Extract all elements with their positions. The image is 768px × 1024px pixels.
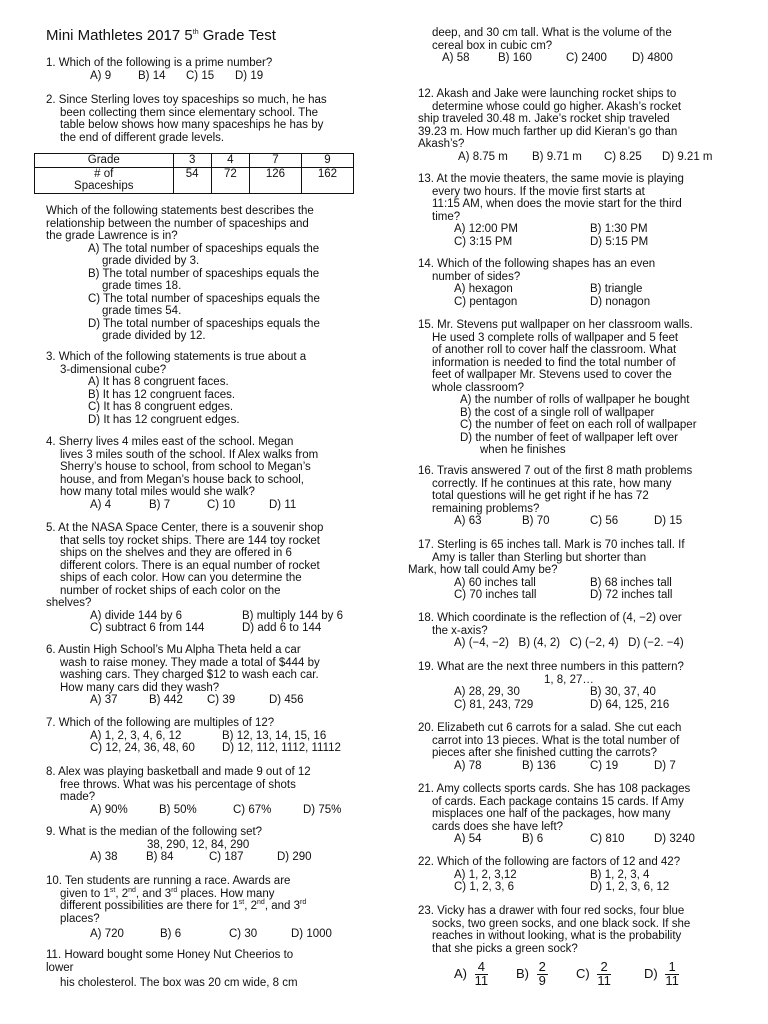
question-text-line: 11. Howard bought some Honey Nut Cheerios to xyxy=(46,949,294,961)
question-20 xyxy=(408,722,738,772)
option-a: A) 8.75 m xyxy=(458,150,508,163)
option-b: B) 1, 2, 3, 4 xyxy=(590,868,650,881)
question-text-line: misplaces one half of the packages, how many xyxy=(432,808,671,820)
question-text-line xyxy=(36,888,366,901)
option-a: A) 54 xyxy=(454,833,482,845)
option-d: D) 64, 125, 216 xyxy=(590,698,670,711)
question-16-options xyxy=(408,515,738,528)
question-text-line: made? xyxy=(60,791,96,803)
option-c: C) 810 xyxy=(590,833,625,845)
question-text-line: correctly. If he continues at this rate, how many xyxy=(432,477,672,490)
question-text-line: reaches in without looking, what is the probability xyxy=(432,930,682,942)
option-d: D) 11 xyxy=(269,498,297,511)
test-title: Mini Mathletes 2017 5th Grade Test xyxy=(46,27,276,44)
fraction xyxy=(597,961,611,987)
question-text-line: 3-dimensional cube? xyxy=(60,363,167,376)
question-19 xyxy=(408,661,738,711)
option-c: C) 12, 24, 36, 48, 60 xyxy=(90,742,195,754)
question-17-options xyxy=(408,577,738,590)
question-5-options xyxy=(36,622,366,635)
question-text-line: house, and from Megan’s house back to school, xyxy=(60,473,304,486)
option-d: D) 15 xyxy=(654,515,683,527)
option-b: B) 160 xyxy=(498,52,532,64)
question-10 xyxy=(36,875,366,941)
question-8-options xyxy=(36,804,366,817)
question-text-line xyxy=(36,900,366,913)
row-label: Spaceships xyxy=(74,180,134,192)
option-a: A) 60 inches tall xyxy=(454,576,536,589)
question-text-line: ships on the shelves and they are offered in 6 xyxy=(60,547,292,559)
option-b: B) 9.71 m xyxy=(532,150,582,163)
option-a: A) 12:00 PM xyxy=(454,223,518,235)
table-cell xyxy=(35,167,174,193)
option-d: D) add 6 to 144 xyxy=(242,622,322,634)
text-run: , and 3 xyxy=(264,900,300,912)
option-d: D) 19 xyxy=(235,69,264,82)
ordinal: rd xyxy=(300,899,307,907)
question-21 xyxy=(408,783,738,846)
question-text-line: 14. Which of the following shapes has an even xyxy=(418,258,656,270)
option-b: B) It has 12 congruent faces. xyxy=(88,388,236,401)
question-text-line: of another roll to cover half the classroom. What xyxy=(432,344,677,356)
option-d: D) 5:15 PM xyxy=(590,235,649,248)
fraction xyxy=(475,961,489,987)
text-run: , 2 xyxy=(115,887,129,900)
question-text-line: How many cars did they wash? xyxy=(60,681,220,694)
question-text-line: feet of wallpaper Mr. Stevens used to cover the xyxy=(432,369,672,381)
ordinal: st xyxy=(109,886,116,894)
question-5-options xyxy=(36,610,366,623)
question-text-line: every two hours. If the movie first starts at xyxy=(432,185,645,198)
option-d: D) 75% xyxy=(303,803,342,816)
option-b-cont: grade times 18. xyxy=(102,280,182,292)
option-b: B) 14 xyxy=(138,69,166,82)
option-c: C) 2400 xyxy=(566,52,607,64)
question-text-line: shelves? xyxy=(46,597,92,609)
question-11-cont xyxy=(408,27,738,65)
question-5 xyxy=(36,522,366,635)
option-c: C) 70 inches tall xyxy=(454,589,537,601)
option-c: C) 10 xyxy=(207,498,236,511)
question-1-text: 1. Which of the following is a prime number? xyxy=(46,57,273,69)
question-text-line: carrot into 13 pieces. What is the total number of xyxy=(432,734,680,747)
question-text-line: number of rocket ships of each color on the xyxy=(60,584,281,597)
numerator: 4 xyxy=(475,961,489,975)
question-text-line: that she picks a green sock? xyxy=(432,942,578,955)
numerator: 2 xyxy=(538,959,546,974)
option-a: A) 4 xyxy=(90,498,112,511)
option-d: D) 290 xyxy=(277,851,312,863)
question-text-line: 11:15 AM, when does the movie start for the third xyxy=(432,198,682,210)
option-b: B) 1:30 PM xyxy=(590,223,648,235)
question-18 xyxy=(408,612,738,650)
question-7-options xyxy=(36,742,366,755)
text-run: given to 1 xyxy=(60,887,110,900)
option-d: D) It has 12 congruent edges. xyxy=(88,413,240,426)
ordinal: nd xyxy=(128,886,136,894)
denominator: 9 xyxy=(538,972,546,988)
table-row xyxy=(35,167,354,193)
option-b: B) The total number of spaceships equals the xyxy=(88,267,320,280)
number-pattern: 1, 8, 27… xyxy=(544,673,594,686)
question-text-line: 13. At the movie theaters, the same movie is playing xyxy=(418,173,684,185)
question-text-line: relationship between the number of spaceships and xyxy=(46,217,309,230)
question-20-options xyxy=(408,760,738,773)
question-13-options xyxy=(408,236,738,249)
option-b: B) the cost of a single roll of wallpaper xyxy=(460,406,655,419)
question-text-line: whole classroom? xyxy=(432,381,525,394)
option-b: B) triangle xyxy=(590,283,643,295)
option-c: C) 19 xyxy=(590,759,619,772)
option-c: C) the number of feet on each roll of wallpaper xyxy=(460,419,697,431)
question-text-line: 10. Ten students are running a race. Awards are xyxy=(46,875,291,887)
question-text-line: 21. Amy collects sports cards. She has 108 packages xyxy=(418,783,691,795)
option-c: C) 1, 2, 3, 6 xyxy=(454,881,515,893)
question-text-line: 17. Sterling is 65 inches tall. Mark is 70 inches tall. If xyxy=(418,539,685,551)
option-b: B) 7 xyxy=(149,498,171,511)
option-c: C) subtract 6 from 144 xyxy=(90,622,205,634)
question-text-line: his cholesterol. The box was 20 cm wide, 8 cm xyxy=(60,977,298,989)
question-text-line: 7. Which of the following are multiples of 12? xyxy=(46,717,275,729)
option-d xyxy=(644,961,679,987)
option-c: C) 39 xyxy=(207,694,236,706)
option-a: A) 78 xyxy=(454,759,482,772)
option-a: A) It has 8 congruent faces. xyxy=(88,376,229,388)
text-run: , and 3 xyxy=(135,887,172,900)
question-text-line: Amy is taller than Sterling but shorter than xyxy=(432,551,647,564)
option-a: A) 90% xyxy=(90,803,128,816)
table-row xyxy=(35,154,354,168)
table-cell: 54 xyxy=(173,167,211,193)
question-text-line: washing cars. They charged $12 to wash each car. xyxy=(60,669,319,681)
option-a xyxy=(454,961,488,987)
question-text-line: socks, two green socks, and one black sock. If she xyxy=(432,917,691,930)
option-c: C) 30 xyxy=(229,928,258,940)
denominator: 11 xyxy=(665,972,679,988)
ordinal: th xyxy=(192,29,199,36)
question-text-line: ship traveled 30.48 m. Jake’s rocket ship traveled xyxy=(418,113,670,125)
question-text-line: 23. Vicky has a drawer with four red socks, four blue xyxy=(418,905,685,917)
question-text-line: Which of the following statements best describes the xyxy=(46,205,314,217)
option-b: B) 442 xyxy=(149,694,183,706)
question-13 xyxy=(408,173,738,248)
question-text-line: time? xyxy=(432,210,461,223)
question-text-line: 2. Since Sterling loves toy spaceships so much, he has xyxy=(46,94,327,106)
ordinal: rd xyxy=(171,886,178,894)
question-6-options xyxy=(36,694,366,707)
question-12 xyxy=(408,88,738,163)
option-a: A) 37 xyxy=(90,694,118,706)
question-text-line: lives 3 miles south of the school. If Alex walks from xyxy=(60,448,319,461)
option-d: D) 4800 xyxy=(632,52,673,64)
option-b: B) 136 xyxy=(522,759,556,772)
option-letter: A) xyxy=(454,965,467,981)
question-16 xyxy=(408,465,738,528)
numerator: 1 xyxy=(665,961,679,975)
question-17-options xyxy=(408,589,738,602)
question-9 xyxy=(36,826,366,864)
option-letter: B) xyxy=(516,965,529,981)
question-text-line: pieces after she finished cutting the carrots? xyxy=(432,747,658,759)
question-text-line: 19. What are the next three numbers in this pattern? xyxy=(418,661,684,673)
option-b: B) multiply 144 by 6 xyxy=(242,609,343,622)
question-text-line: cards does she have left? xyxy=(432,820,564,833)
option-b: B) 50% xyxy=(159,803,197,816)
question-4 xyxy=(36,436,366,511)
question-text-line: number of sides? xyxy=(432,270,521,283)
question-text-line: 39.23 m. How much farther up did Kieran’s go than xyxy=(418,125,678,138)
question-17 xyxy=(408,539,738,602)
table-cell: 3 xyxy=(173,154,211,168)
question-text-line: 15. Mr. Stevens put wallpaper on her classroom walls. xyxy=(418,319,693,331)
question-text-line: the end of different grade levels. xyxy=(60,131,225,144)
number-set: 38, 290, 12, 84, 290 xyxy=(147,838,250,851)
option-c: C) 67% xyxy=(233,803,272,816)
option-d: D) 1, 2, 3, 6, 12 xyxy=(590,881,670,893)
question-11 xyxy=(36,949,366,990)
question-text-line: 9. What is the median of the following set? xyxy=(46,826,263,838)
option-a-cont: grade divided by 3. xyxy=(102,255,200,267)
question-text-line: remaining problems? xyxy=(432,502,540,515)
option-a: A) divide 144 by 6 xyxy=(90,609,183,622)
question-14 xyxy=(408,258,738,308)
question-text-line: wash to raise money. They made a total of $444 by xyxy=(60,656,320,669)
option-a: A) 63 xyxy=(454,515,482,527)
question-text-line: ships of each color. How can you determine the xyxy=(60,572,302,584)
question-text-line: 4. Sherry lives 4 miles east of the school. Megan xyxy=(46,436,294,448)
question-13-options xyxy=(408,223,738,236)
question-8 xyxy=(36,766,366,816)
text-run: different possibilities are there for 1 xyxy=(60,900,239,912)
question-text-line: cereal box in cubic cm? xyxy=(432,39,553,52)
table-cell: 72 xyxy=(211,167,249,193)
option-b: B) 6 xyxy=(160,928,182,940)
denominator: 11 xyxy=(474,972,489,988)
question-11-options xyxy=(408,52,738,65)
table-cell: 7 xyxy=(250,154,302,168)
option-a: A) 38 xyxy=(90,851,118,863)
question-text-line: the grade Lawrence is in? xyxy=(46,230,178,242)
option-a: A) 1, 2, 3,12 xyxy=(454,868,517,881)
question-21-options xyxy=(408,833,738,846)
option-a: A) The total number of spaceships equals the xyxy=(88,242,320,255)
option-c: C) 15 xyxy=(186,69,215,82)
question-text-line: 5. At the NASA Space Center, there is a souvenir shop xyxy=(46,522,324,534)
question-22 xyxy=(408,856,738,894)
question-text-line: free throws. What was his percentage of shots xyxy=(60,778,296,791)
option-d: D) 9.21 m xyxy=(662,150,713,163)
table-cell: 9 xyxy=(301,154,353,168)
option-d: D) 1000 xyxy=(291,928,332,940)
option-letter: D) xyxy=(644,965,658,981)
question-text-line: table below shows how many spaceships he has by xyxy=(60,119,324,131)
option-b: B) 12, 13, 14, 15, 16 xyxy=(222,729,327,742)
spaceships-table xyxy=(34,153,354,194)
fraction xyxy=(537,961,548,987)
question-19-options xyxy=(408,699,738,712)
question-18-options: A) (−4, −2) B) (4, 2) C) (−2, 4) D) (−2. −4) xyxy=(454,637,684,649)
question-15 xyxy=(408,319,738,457)
question-text-line: places? xyxy=(60,912,100,925)
option-a: A) 58 xyxy=(442,52,470,64)
question-text-line: of cards. Each package contains 15 cards. If Amy xyxy=(432,795,684,808)
question-text-line: Mark, how tall could Amy be? xyxy=(408,564,558,576)
question-23 xyxy=(408,905,738,995)
option-d: D) 12, 112, 1112, 11112 xyxy=(222,742,341,754)
option-d: D) the number of feet of wallpaper left over xyxy=(460,431,678,444)
question-text-line: how many total miles would she walk? xyxy=(60,486,255,498)
text-run: places. How many xyxy=(177,887,275,900)
option-c: C) 3:15 PM xyxy=(454,235,513,248)
option-b: B) 84 xyxy=(146,851,174,863)
question-7 xyxy=(36,717,366,755)
question-text-line: been collecting them since elementary school. The xyxy=(60,106,319,119)
option-a: A) the number of rolls of wallpaper he bought xyxy=(460,394,690,406)
option-c: C) 187 xyxy=(209,851,244,863)
numerator: 2 xyxy=(597,961,611,975)
question-2 xyxy=(36,94,366,144)
option-d-cont: when he finishes xyxy=(480,444,566,456)
table-cell: 162 xyxy=(301,167,353,193)
question-6 xyxy=(36,644,366,707)
question-text-line: He used 3 complete rolls of wallpaper and 5 feet xyxy=(432,331,679,344)
question-10-options xyxy=(36,928,366,941)
question-text-line: 8. Alex was playing basketball and made 9 out of 12 xyxy=(46,766,311,778)
option-c xyxy=(576,961,611,987)
option-c: C) 56 xyxy=(590,515,619,527)
option-a: A) 9 xyxy=(90,69,112,82)
denominator: 11 xyxy=(597,972,611,988)
option-c: C) It has 8 congruent edges. xyxy=(88,401,234,413)
option-b: B) 30, 37, 40 xyxy=(590,686,656,698)
ordinal: nd xyxy=(257,899,265,907)
option-a: A) hexagon xyxy=(454,283,513,295)
option-b: B) 70 xyxy=(522,515,550,527)
row-label: # of xyxy=(94,167,114,180)
option-b xyxy=(516,961,548,987)
question-text-line: information is needed to find the total number of xyxy=(432,356,676,369)
question-22-options xyxy=(408,881,738,894)
option-d-cont: grade divided by 12. xyxy=(102,330,206,342)
question-text-line: 3. Which of the following statements is true about a xyxy=(46,351,307,363)
question-14-options xyxy=(408,283,738,296)
option-a: A) 1, 2, 3, 4, 6, 12 xyxy=(90,729,182,742)
ordinal: st xyxy=(238,899,245,907)
question-4-options xyxy=(36,499,366,512)
option-d: D) nonagon xyxy=(590,295,651,308)
option-b: B) 6 xyxy=(522,833,544,845)
option-a: A) 28, 29, 30 xyxy=(454,686,520,698)
option-c: C) pentagon xyxy=(454,295,518,308)
question-2-prompt xyxy=(36,205,366,343)
question-text-line: determine whose could go higher. Akash’s rocket xyxy=(432,100,682,113)
option-d: D) 3240 xyxy=(654,833,695,845)
table-cell: Grade xyxy=(35,154,174,168)
question-text-line: that sells toy rocket ships. There are 144 toy rocket xyxy=(60,534,320,547)
option-b: B) 68 inches tall xyxy=(590,576,672,589)
question-text-line: different colors. There is an equal number of rocket xyxy=(60,559,320,572)
fraction xyxy=(665,961,679,987)
question-22-options xyxy=(408,869,738,882)
question-text-line: total questions will he get right if he has 72 xyxy=(432,490,649,502)
option-c: C) 81, 243, 729 xyxy=(454,698,534,711)
option-d: D) 7 xyxy=(654,759,676,772)
option-a: A) 720 xyxy=(90,928,124,940)
question-9-options xyxy=(36,851,366,864)
option-c-cont: grade times 54. xyxy=(102,305,182,317)
question-text-line: 6. Austin High School’s Mu Alpha Theta held a car xyxy=(46,644,301,656)
question-text-line: 12. Akash and Jake were launching rocket ships to xyxy=(418,88,677,100)
question-text-line: the x-axis? xyxy=(432,624,488,637)
question-text-line: 20. Elizabeth cut 6 carrots for a salad. She cut each xyxy=(418,722,682,734)
question-text-line: 22. Which of the following are factors of 12 and 42? xyxy=(418,856,681,868)
question-1 xyxy=(36,57,366,82)
option-letter: C) xyxy=(576,965,590,981)
option-d: D) The total number of spaceships equals the xyxy=(88,317,320,330)
question-14-options xyxy=(408,296,738,309)
option-c: C) 8.25 xyxy=(604,150,642,163)
text-run: , 2 xyxy=(244,900,258,912)
table-cell: 4 xyxy=(211,154,249,168)
question-19-options xyxy=(408,686,738,699)
question-text-line: Sherry’s house to school, from school to Megan’s xyxy=(60,461,311,473)
question-text-line: 18. Which coordinate is the reflection of (4, −2) over xyxy=(418,612,682,624)
option-d: D) 456 xyxy=(269,694,304,706)
question-1-options xyxy=(36,70,366,83)
question-text-line: lower xyxy=(46,961,74,974)
question-text-line: deep, and 30 cm tall. What is the volume of the xyxy=(432,27,672,39)
question-23-options xyxy=(408,961,738,995)
option-c: C) The total number of spaceships equals the xyxy=(88,292,320,305)
question-text-line: Akash’s? xyxy=(418,138,465,150)
question-7-options xyxy=(36,730,366,743)
option-d: D) 72 inches tall xyxy=(590,589,673,601)
question-text-line: 16. Travis answered 7 out of the first 8 math problems xyxy=(418,465,693,477)
table-cell: 126 xyxy=(250,167,302,193)
question-12-options xyxy=(408,151,738,164)
question-3 xyxy=(36,351,366,426)
